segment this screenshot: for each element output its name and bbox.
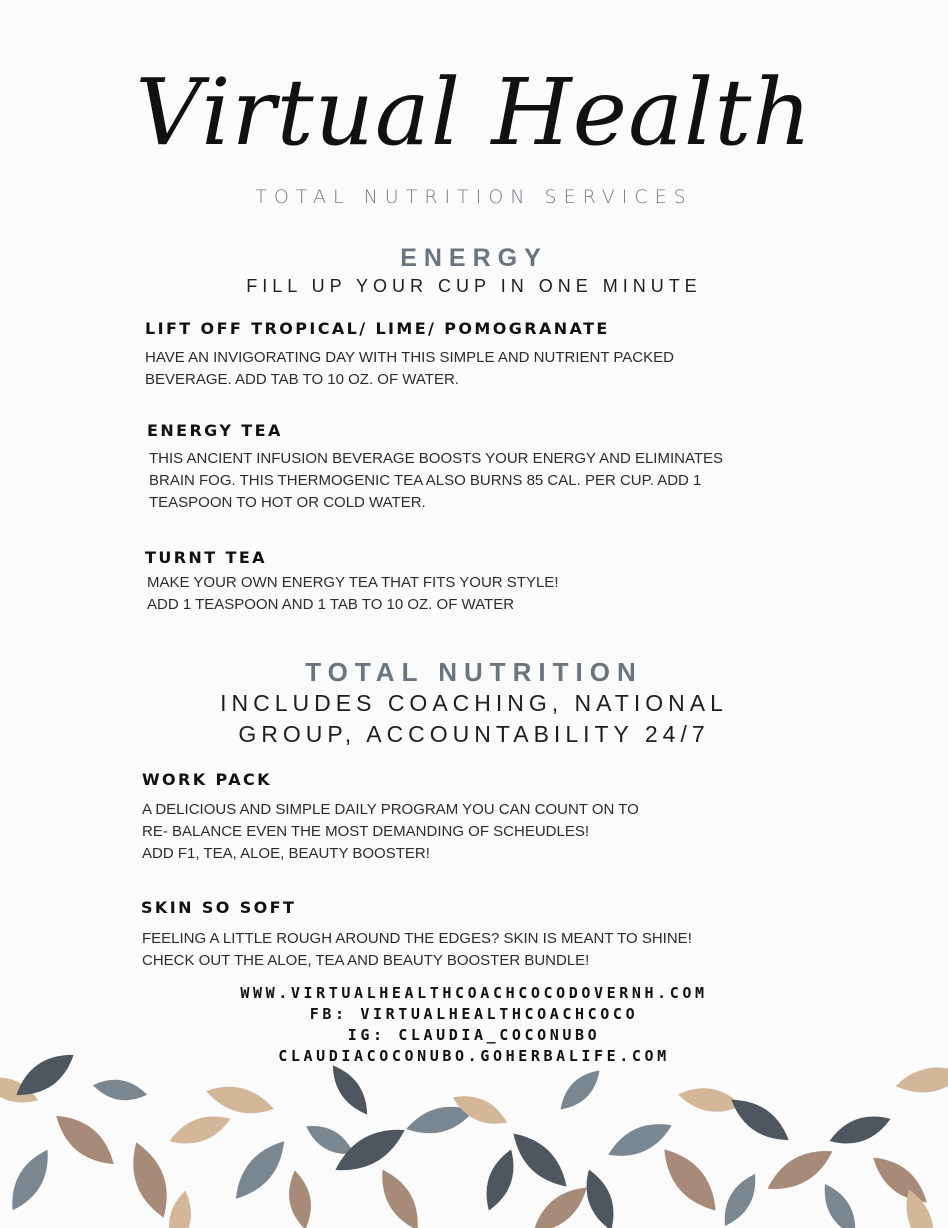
leaf-shape [505,1125,576,1196]
leaf-shape [166,1108,235,1151]
leaf-shape [325,1060,375,1120]
leaf-shape [478,1146,521,1215]
description-line: THIS ANCIENT INFUSION BEVERAGE BOOSTS YOUR ENERGY AND ELIMINATES [149,450,724,467]
description-line: HAVE AN INVIGORATING DAY WITH THIS SIMPLE AND NUTRIENT PACKED [145,349,674,366]
leaf-shape [866,1148,935,1211]
leaf-shape [372,1164,428,1228]
leaf-shape [893,1062,948,1098]
instagram-handle[interactable]: IG: CLAUDIA_COCONUBO [347,1026,601,1044]
skin-so-soft-title: SKIN SO SOFT [141,898,297,917]
lift-off-description [145,347,785,391]
leaf-border-decoration [0,1030,948,1228]
leaf-shape [284,1169,315,1228]
description-line: RE- BALANCE EVEN THE MOST DEMANDING OF SCHEUDLES! [142,823,590,840]
description-line: ADD 1 TEASPOON AND 1 TAB TO 10 OZ. OF WATER [147,596,515,613]
description-line: CHECK OUT THE ALOE, TEA AND BEAUTY BOOSTER BUNDLE! [142,952,590,969]
subheading-line: GROUP, ACCOUNTABILITY 24/7 [238,721,710,747]
description-line: MAKE YOUR OWN ENERGY TEA THAT FITS YOUR STYLE! [147,574,559,591]
description-line: ADD F1, TEA, ALOE, BEAUTY BOOSTER! [142,845,430,862]
energy-tea-description [149,448,789,514]
nutrition-subheading [0,688,948,750]
turnt-tea-description [147,572,787,616]
leaf-shape [226,1133,294,1207]
facebook-handle[interactable]: FB: VIRTUALHEALTHCOACHCOCO [309,1005,639,1023]
leaf-shape [526,1178,595,1228]
leaf-shape [554,1064,607,1117]
nutrition-heading: TOTAL NUTRITION [305,657,643,687]
leaf-shape [816,1179,864,1228]
description-line: A DELICIOUS AND SIMPLE DAILY PROGRAM YOU CAN COUNT ON TO [142,801,639,818]
leaf-shape [578,1166,621,1228]
brand-subtitle: TOTAL NUTRITION SERVICES [255,186,693,208]
leaf-shape [203,1079,277,1120]
leaf-shape [48,1106,123,1175]
turnt-tea-title: TURNT TEA [145,548,267,567]
work-pack-title: WORK PACK [142,770,272,789]
leaf-shape [654,1140,727,1219]
brand-title: Virtual Health [135,59,813,166]
description-line: FEELING A LITTLE ROUGH AROUND THE EDGES? SKIN IS MEANT TO SHINE! [142,930,692,947]
energy-heading: ENERGY [400,244,548,272]
description-line: BRAIN FOG. THIS THERMOGENIC TEA ALSO BURNS 85 CAL. PER CUP. ADD 1 [149,472,702,489]
work-pack-description [142,799,782,865]
herbalife-link[interactable]: CLAUDIACOCONUBO.GOHERBALIFE.COM [278,1047,670,1065]
leaf-shape [725,1090,796,1150]
subheading-line: INCLUDES COACHING, NATIONAL [220,690,728,716]
lift-off-title: LIFT OFF TROPICAL/ LIME/ POMOGRANATE [145,319,610,338]
energy-tea-title: ENERGY TEA [147,421,283,440]
leaf-shape [123,1138,177,1223]
leaf-shape [164,1189,195,1228]
description-line: BEVERAGE. ADD TAB TO 10 OZ. OF WATER. [145,371,459,388]
description-line: TEASPOON TO HOT OR COLD WATER. [149,494,426,511]
skin-so-soft-description [142,928,782,972]
website-link[interactable]: WWW.VIRTUALHEALTHCOACHCOCODOVERNH.COM [240,984,708,1002]
leaf-shape [826,1108,895,1151]
leaf-shape [716,1169,764,1228]
leaf-shape [91,1076,149,1105]
leaf-shape [2,1144,58,1217]
energy-subheading: FILL UP YOUR CUP IN ONE MINUTE [246,276,702,296]
